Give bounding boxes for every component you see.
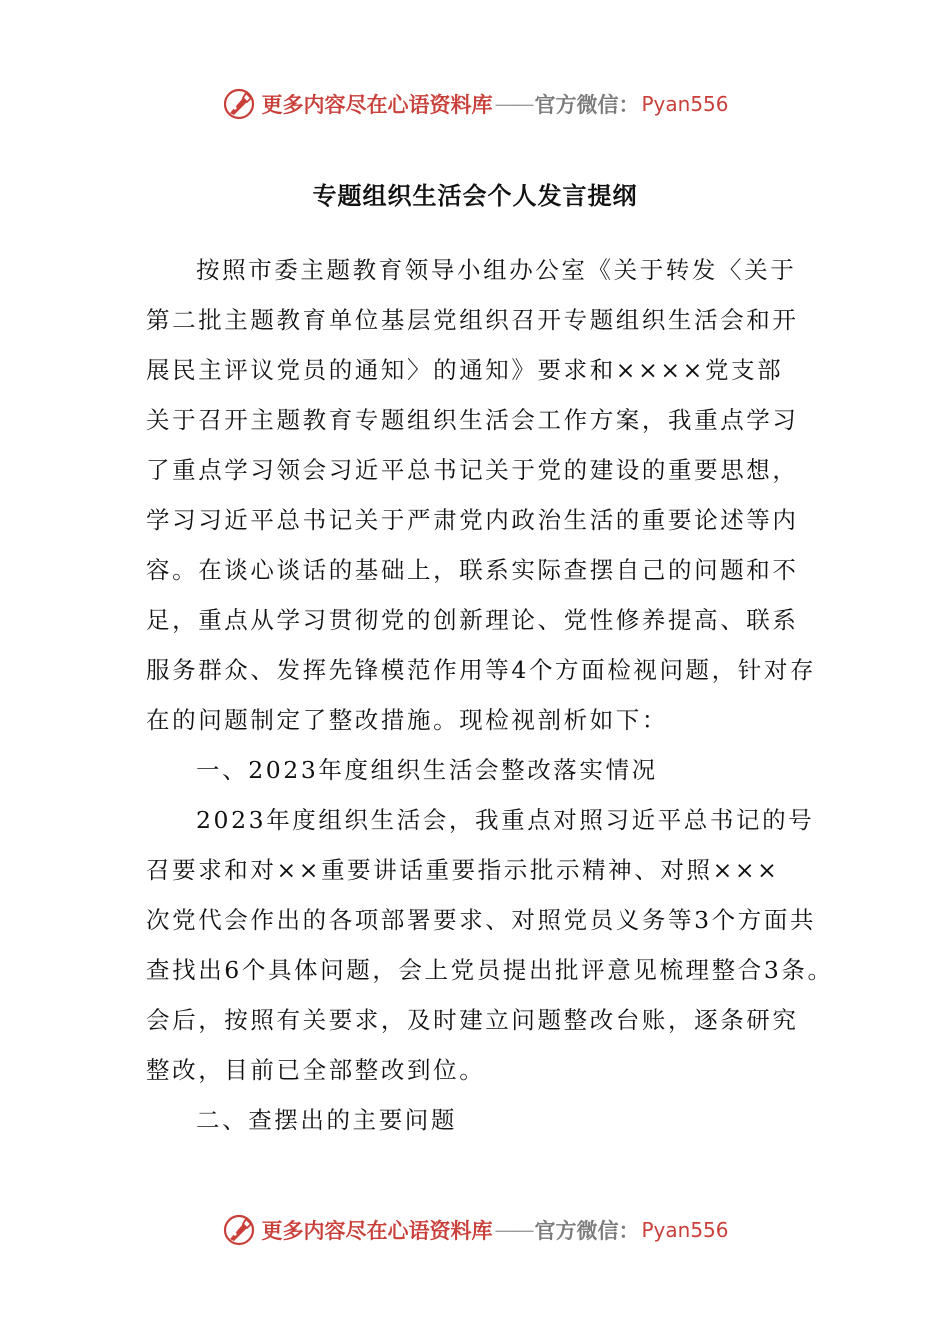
- watermark-dash: ——: [494, 92, 533, 116]
- body-line: 第二批主题教育单位基层党组织召开专题组织生活会和开: [146, 306, 799, 334]
- body-line: 2023年度组织生活会，我重点对照习近平总书记的号: [196, 806, 815, 834]
- watermark-header: [0, 84, 950, 124]
- body-line: 查找出6个具体问题，会上党员提出批评意见梳理整合3条。: [146, 956, 834, 984]
- body-line: 服务群众、发挥先锋模范作用等4个方面检视问题，针对存: [146, 656, 817, 684]
- section-heading-1: 一、2023年度组织生活会整改落实情况: [196, 756, 658, 784]
- body-line: 次党代会作出的各项部署要求、对照党员义务等3个方面共: [146, 906, 817, 934]
- body-line: 在的问题制定了整改措施。现检视剖析如下：: [146, 706, 668, 734]
- document-title: 专题组织生活会个人发言提纲: [312, 181, 638, 210]
- watermark-footer: [0, 1210, 950, 1250]
- watermark-dash: ——: [494, 1218, 533, 1242]
- body-line: 了重点学习领会习近平总书记关于党的建设的重要思想，: [146, 456, 799, 484]
- body-line: 整改，目前已全部整改到位。: [146, 1056, 486, 1084]
- watermark-brand-text: 更多内容尽在心语资料库: [261, 1218, 493, 1243]
- pen-nib-logo-icon: [221, 86, 257, 122]
- watermark-wechat-label: 官方微信：: [534, 1218, 640, 1243]
- body-line: 会后，按照有关要求，及时建立问题整改台账，逐条研究: [146, 1006, 799, 1034]
- watermark-wechat-id: Pyan556: [641, 1218, 729, 1242]
- watermark-wechat-label: 官方微信：: [534, 92, 640, 117]
- body-line: 容。在谈心谈话的基础上，联系实际查摆自己的问题和不: [146, 556, 799, 584]
- body-line: 召要求和对××重要讲话重要指示批示精神、对照×××: [146, 856, 780, 884]
- pen-nib-logo-icon: [221, 1212, 257, 1248]
- body-line: 展民主评议党员的通知〉的通知》要求和××××党支部: [146, 356, 784, 384]
- watermark-brand-text: 更多内容尽在心语资料库: [261, 92, 493, 117]
- body-line: 按照市委主题教育领导小组办公室《关于转发〈关于: [196, 256, 797, 284]
- watermark-wechat-id: Pyan556: [641, 92, 729, 116]
- body-line: 足，重点从学习贯彻党的创新理论、党性修养提高、联系: [146, 606, 799, 634]
- body-line: 学习习近平总书记关于严肃党内政治生活的重要论述等内: [146, 506, 799, 534]
- section-heading-2: 二、查摆出的主要问题: [196, 1106, 457, 1134]
- body-line: 关于召开主题教育专题组织生活会工作方案，我重点学习: [146, 406, 799, 434]
